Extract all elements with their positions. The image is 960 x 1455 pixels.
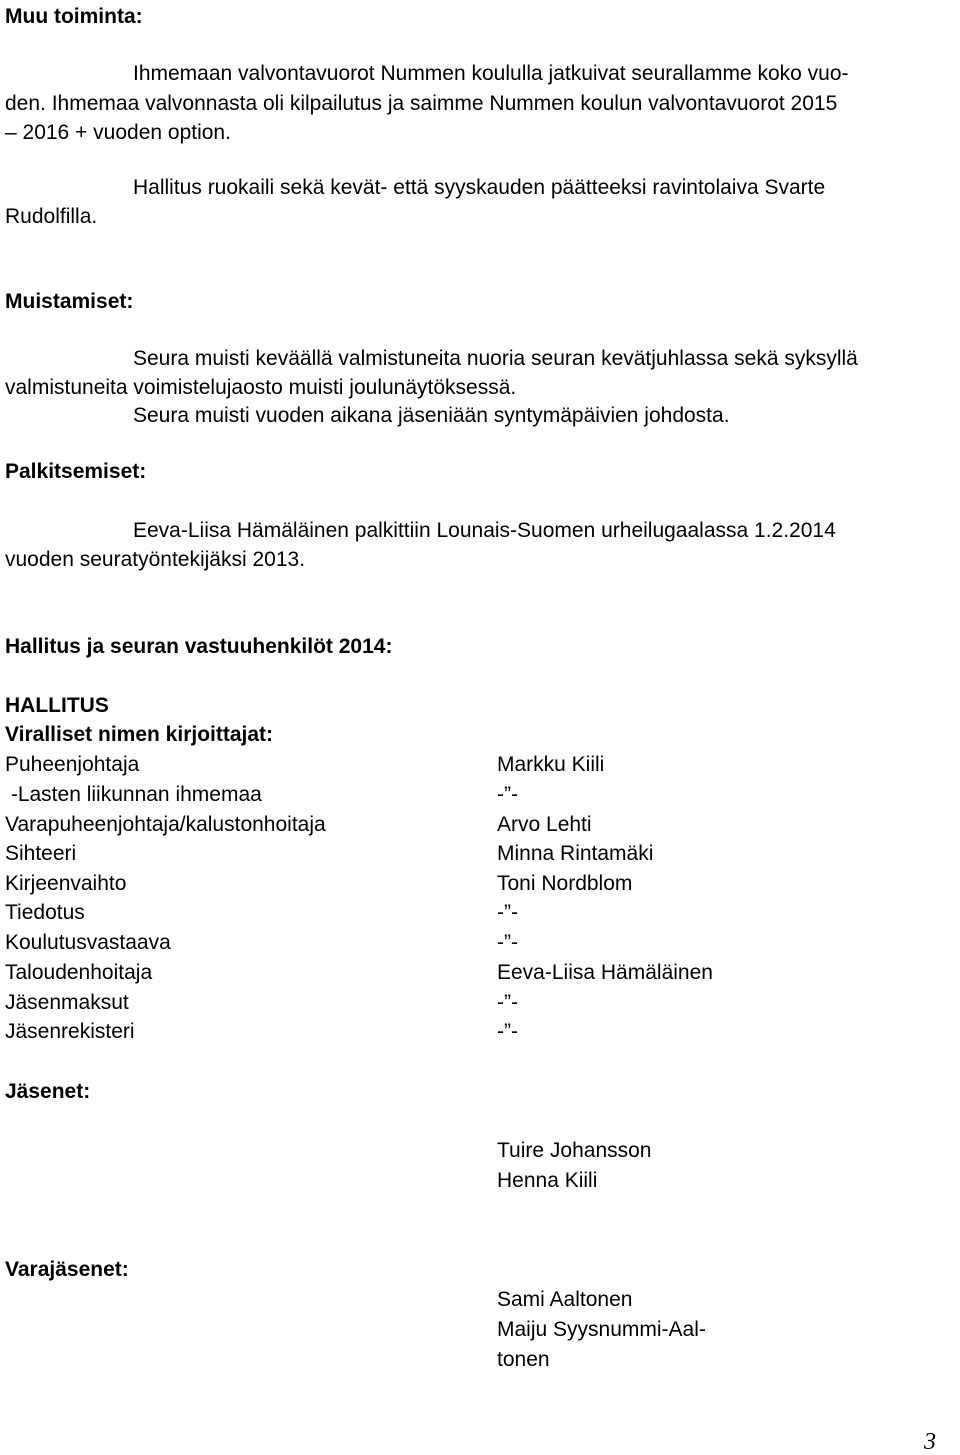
- heading-muu-toiminta: Muu toiminta:: [5, 5, 143, 28]
- paragraph-line: Hallitus ruokaili sekä kevät- että syyskauden päätteeksi ravintolaiva Svarte: [133, 176, 826, 199]
- paragraph-line: Ihmemaan valvontavuorot Nummen koululla jatkuivat seurallamme koko vuo-: [133, 62, 849, 85]
- role-label: Jäsenmaksut: [5, 991, 129, 1014]
- heading-varajasenet: Varajäsenet:: [5, 1258, 129, 1281]
- role-person: -”-: [497, 991, 518, 1014]
- role-person: Arvo Lehti: [497, 813, 592, 836]
- paragraph-line: Rudolfilla.: [5, 205, 98, 228]
- heading-jasenet: Jäsenet:: [5, 1080, 91, 1103]
- role-label: Varapuheenjohtaja/kalustonhoitaja: [5, 813, 326, 836]
- deputy-member-name: Maiju Syysnummi-Aal-: [497, 1318, 706, 1341]
- role-person: -”-: [497, 783, 518, 806]
- heading-hallitus-vastuuhenkilot: Hallitus ja seuran vastuuhenkilöt 2014:: [5, 635, 393, 658]
- role-person: -”-: [497, 901, 518, 924]
- paragraph-line: Eeva-Liisa Hämäläinen palkittiin Lounais-Suomen urheilugaalassa 1.2.2014: [133, 519, 836, 542]
- subheading-nimen-kirjoittajat: Viralliset nimen kirjoittajat:: [5, 723, 274, 746]
- paragraph-line: den. Ihmemaa valvonnasta oli kilpailutus ja saimme Nummen koulun valvontavuorot 2015: [5, 92, 838, 115]
- paragraph-line: valmistuneita voimistelujaosto muisti joulunäytöksessä.: [5, 376, 517, 399]
- role-label: Kirjeenvaihto: [5, 872, 127, 895]
- role-label: Taloudenhoitaja: [5, 961, 153, 984]
- member-name: Tuire Johansson: [497, 1139, 652, 1162]
- paragraph-line: Seura muisti keväällä valmistuneita nuoria seuran kevätjuhlassa sekä syksyllä: [133, 347, 858, 370]
- role-person: -”-: [497, 1020, 518, 1043]
- paragraph-line: – 2016 + vuoden option.: [5, 121, 231, 144]
- deputy-member-name: tonen: [497, 1348, 550, 1371]
- role-label: Koulutusvastaava: [5, 931, 171, 954]
- role-person: Markku Kiili: [497, 753, 605, 776]
- role-label: Tiedotus: [5, 901, 85, 924]
- page-number: 3: [924, 1429, 936, 1455]
- role-person: Minna Rintamäki: [497, 842, 654, 865]
- paragraph-line: Seura muisti vuoden aikana jäseniään syntymäpäivien johdosta.: [133, 404, 730, 427]
- role-label: -Lasten liikunnan ihmemaa: [5, 783, 262, 806]
- role-label: Jäsenrekisteri: [5, 1020, 135, 1043]
- role-person: Eeva-Liisa Hämäläinen: [497, 961, 713, 984]
- deputy-member-name: Sami Aaltonen: [497, 1288, 633, 1311]
- subheading-hallitus: HALLITUS: [5, 694, 109, 717]
- role-label: Sihteeri: [5, 842, 77, 865]
- member-name: Henna Kiili: [497, 1169, 598, 1192]
- paragraph-line: vuoden seuratyöntekijäksi 2013.: [5, 548, 306, 571]
- role-person: -”-: [497, 931, 518, 954]
- role-person: Toni Nordblom: [497, 872, 633, 895]
- heading-muistamiset: Muistamiset:: [5, 290, 134, 313]
- heading-palkitsemiset: Palkitsemiset:: [5, 460, 147, 483]
- role-label: Puheenjohtaja: [5, 753, 140, 776]
